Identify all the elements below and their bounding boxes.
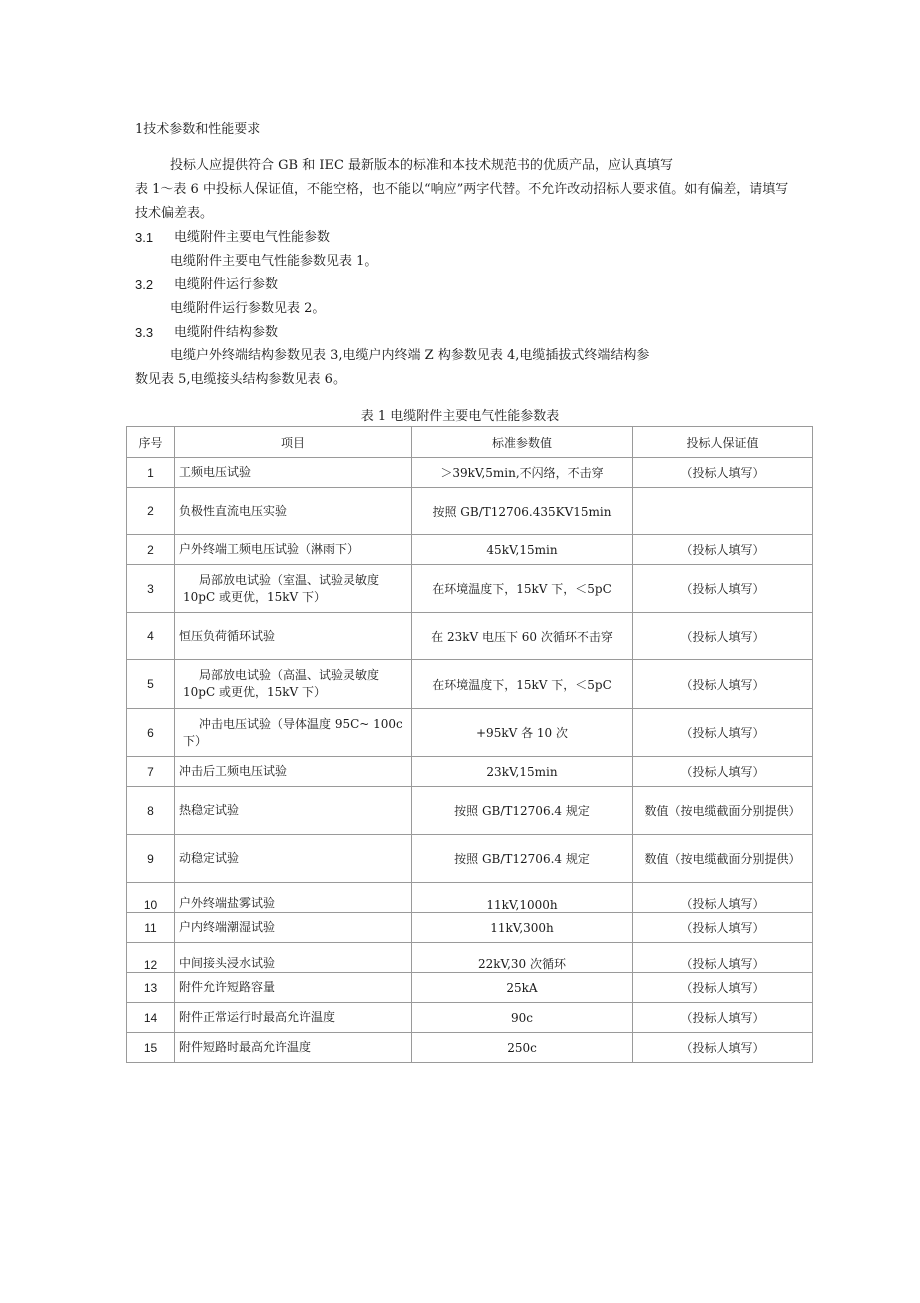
subsection-title-3-3: 电缆附件结构参数 <box>174 325 279 340</box>
row-guaranteed-value: 数值（按电缆截面分别提供） <box>633 835 813 883</box>
table-row <box>127 835 813 883</box>
table-row <box>127 458 813 488</box>
header-no: 序号 <box>127 427 175 458</box>
row-number: 8 <box>127 787 175 835</box>
row-number: 11 <box>127 913 175 943</box>
row-guaranteed-value: （投标人填写） <box>633 973 813 1003</box>
row-guaranteed-value: （投标人填写） <box>633 458 813 488</box>
row-guaranteed-value: （投标人填写） <box>633 943 813 973</box>
row-number: 4 <box>127 613 175 660</box>
row-number: 3 <box>127 565 175 613</box>
table-row <box>127 1033 813 1063</box>
row-standard-value: 按照 GB/T12706.435KV15min <box>412 488 633 535</box>
row-number: 10 <box>127 883 175 913</box>
row-guaranteed-value: （投标人填写） <box>633 535 813 565</box>
subsection-number-3-2: 3.2 <box>135 277 154 292</box>
row-number: 9 <box>127 835 175 883</box>
table-row <box>127 709 813 757</box>
header-item: 项目 <box>175 427 412 458</box>
row-standard-value: 按照 GB/T12706.4 规定 <box>412 787 633 835</box>
row-number: 1 <box>127 458 175 488</box>
subsection-title-3-1: 电缆附件主要电气性能参数 <box>174 230 331 245</box>
subsection-body-3-2: 电缆附件运行参数见表 2。 <box>170 301 326 316</box>
table-row <box>127 757 813 787</box>
subsection-number-3-1: 3.1 <box>135 230 154 245</box>
section-heading: 1技术参数和性能要求 <box>135 122 261 137</box>
intro-paragraph-line-2: 表 1～表 6 中投标人保证值，不能空格，也不能以“响应”两字代替。不允许改动招标人要求值。如有偏差，请填写 <box>135 182 789 197</box>
row-standard-value: 45kV,15min <box>412 535 633 565</box>
row-standard-value: 22kV,30 次循环 <box>412 943 633 973</box>
row-guaranteed-value: （投标人填写） <box>633 709 813 757</box>
row-item: 恒压负荷循环试验 <box>175 613 412 660</box>
table-row <box>127 1003 813 1033</box>
row-standard-value: 25kA <box>412 973 633 1003</box>
table-row <box>127 943 813 973</box>
row-guaranteed-value: （投标人填写） <box>633 1033 813 1063</box>
row-standard-value: 按照 GB/T12706.4 规定 <box>412 835 633 883</box>
row-number: 7 <box>127 757 175 787</box>
table-row <box>127 787 813 835</box>
table-row <box>127 913 813 943</box>
row-item: 户外终端盐雾试验 <box>175 883 412 913</box>
row-standard-value: 11kV,300h <box>412 913 633 943</box>
row-standard-value: ＞39kV,5min,不闪络，不击穿 <box>412 458 633 488</box>
table-row <box>127 883 813 913</box>
row-guaranteed-value: （投标人填写） <box>633 913 813 943</box>
row-item: 附件正常运行时最高允许温度 <box>175 1003 412 1033</box>
row-item: 附件短路时最高允许温度 <box>175 1033 412 1063</box>
row-guaranteed-value: （投标人填写） <box>633 1003 813 1033</box>
table-row <box>127 660 813 709</box>
row-standard-value: 250c <box>412 1033 633 1063</box>
row-standard-value: 在环境温度下，15kV 下，＜5pC <box>412 565 633 613</box>
row-number: 13 <box>127 973 175 1003</box>
table-row <box>127 973 813 1003</box>
row-item: 热稳定试验 <box>175 787 412 835</box>
table-header-row <box>127 427 813 458</box>
header-guaranteed-value: 投标人保证值 <box>633 427 813 458</box>
row-standard-value: 在 23kV 电压下 60 次循环不击穿 <box>412 613 633 660</box>
row-item: 局部放电试验（室温、试验灵敏度 10pC 或更优，15kV 下） <box>175 565 412 613</box>
row-number: 14 <box>127 1003 175 1033</box>
row-number: 6 <box>127 709 175 757</box>
subsection-body-3-3-line-2: 数见表 5,电缆接头结构参数见表 6。 <box>135 372 346 387</box>
intro-paragraph-line-3: 技术偏差表。 <box>135 206 214 221</box>
subsection-body-3-1: 电缆附件主要电气性能参数见表 1。 <box>170 254 378 269</box>
row-guaranteed-value: （投标人填写） <box>633 883 813 913</box>
row-guaranteed-value: （投标人填写） <box>633 757 813 787</box>
subsection-number-3-3: 3.3 <box>135 325 154 340</box>
row-number: 12 <box>127 943 175 973</box>
row-number: 2 <box>127 535 175 565</box>
row-number: 15 <box>127 1033 175 1063</box>
row-guaranteed-value <box>633 488 813 535</box>
row-item: 冲击后工频电压试验 <box>175 757 412 787</box>
row-number: 5 <box>127 660 175 709</box>
table-row <box>127 535 813 565</box>
row-item: 局部放电试验（高温、试验灵敏度 10pC 或更优，15kV 下） <box>175 660 412 709</box>
row-guaranteed-value: 数值（按电缆截面分别提供） <box>633 787 813 835</box>
row-standard-value: 在环境温度下，15kV 下，＜5pC <box>412 660 633 709</box>
subsection-title-3-2: 电缆附件运行参数 <box>174 277 279 292</box>
table-row <box>127 613 813 660</box>
header-standard-value: 标准参数值 <box>412 427 633 458</box>
subsection-body-3-3-line-1: 电缆户外终端结构参数见表 3,电缆户内终端 Z 构参数见表 4,电缆插拔式终端结构参 <box>170 348 650 363</box>
row-item: 户内终端潮湿试验 <box>175 913 412 943</box>
row-item: 负极性直流电压实验 <box>175 488 412 535</box>
table-row <box>127 488 813 535</box>
table-caption: 表 1 电缆附件主要电气性能参数表 <box>360 409 560 424</box>
row-item: 户外终端工频电压试验（淋雨下） <box>175 535 412 565</box>
row-item: 工频电压试验 <box>175 458 412 488</box>
row-guaranteed-value: （投标人填写） <box>633 565 813 613</box>
row-standard-value: +95kV 各 10 次 <box>412 709 633 757</box>
row-item: 冲击电压试验（导体温度 95C~ 100c 下） <box>175 709 412 757</box>
row-number: 2 <box>127 488 175 535</box>
parameters-table <box>126 426 813 1063</box>
intro-paragraph-line-1: 投标人应提供符合 GB 和 IEC 最新版本的标准和本技术规范书的优质产品，应认真填写 <box>170 158 674 173</box>
row-guaranteed-value: （投标人填写） <box>633 613 813 660</box>
row-standard-value: 90c <box>412 1003 633 1033</box>
row-guaranteed-value: （投标人填写） <box>633 660 813 709</box>
row-item: 动稳定试验 <box>175 835 412 883</box>
row-standard-value: 23kV,15min <box>412 757 633 787</box>
row-standard-value: 11kV,1000h <box>412 883 633 913</box>
table-row <box>127 565 813 613</box>
row-item: 中间接头浸水试验 <box>175 943 412 973</box>
row-item: 附件允许短路容量 <box>175 973 412 1003</box>
